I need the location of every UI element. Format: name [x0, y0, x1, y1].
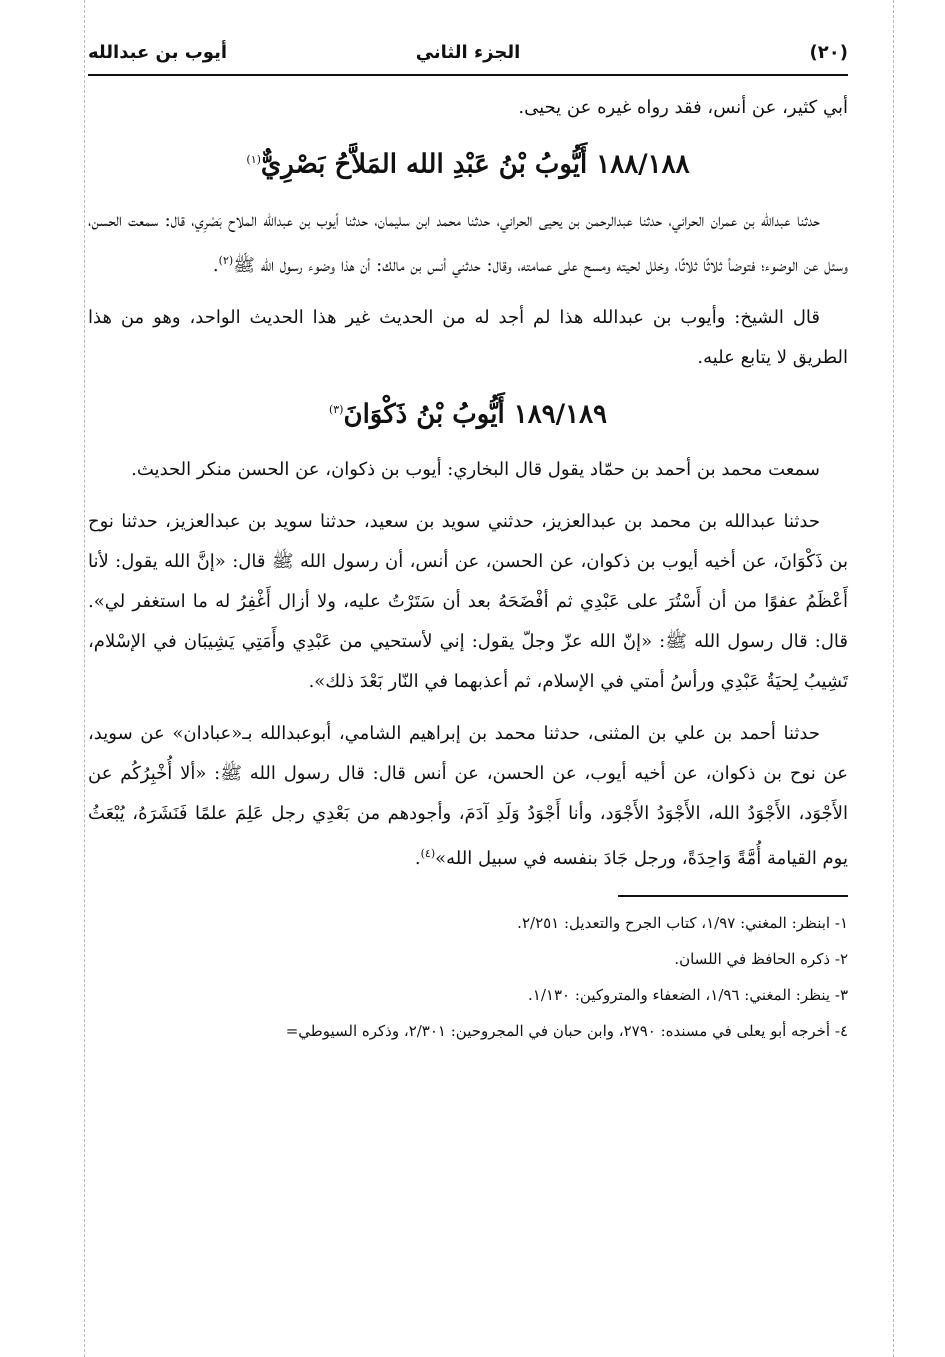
footnote-1: ١- ابنظر: المغني: ١/٩٧، كتاب الجرح والتعديل: ٢/٢٥١. — [517, 914, 848, 933]
paragraph-188-hadith — [88, 201, 848, 286]
part-title: الجزء الثاني — [415, 42, 521, 63]
paragraph-189-hadith-2-text: حدثنا أحمد بن علي بن المثنى، حدثنا محمد بن إبراهيم الشامي، أبوعبدالله بـ«عبادان» عن سويد، عن نوح بن ذكوان، عن أخيه أيوب، عن الحسن، عن أنس قال: قال رسول الله ﷺ: «ألا أُخْبِرُكُم عن الأَجْوَد، الأَجْوَدُ الله، الأَجْوَدُ الأَجْوَد، وأنا أَجْوَدُ وَلَدِ آدَمَ، وأجودهم من بَعْدِي رجل عَلِمَ علمًا فَنَشَرَهُ، يُبْعَثُ يوم القيامة أُمَّةً وَاحِدَةً، ورجل جَادَ بنفسه في سبيل الله» — [88, 723, 848, 870]
entry-heading-189-text: ١٨٩/١٨٩ أَيُّوبُ بْنُ ذَكْوَانَ — [343, 399, 608, 430]
paragraph-189-hadith-2 — [88, 714, 848, 879]
paragraph-188-end: . — [212, 254, 219, 276]
entry-heading-188-text: ١٨٨/١٨٨ أَيُّوبُ بْنُ عَبْدِ الله المَلاَّحُ بَصْرِيٌّ — [260, 149, 690, 180]
page-number: (٢٠) — [809, 42, 848, 63]
left-margin-guide — [84, 0, 85, 1357]
right-margin-guide — [893, 0, 894, 1357]
footnote-ref-2: (٢) — [218, 253, 234, 267]
book-page — [88, 38, 848, 1049]
footnote-ref-3: (٣) — [328, 402, 344, 416]
entry-heading-188 — [88, 138, 848, 187]
footnote-3: ٣- ينظر: المغني: ١/٩٦، الضعفاء والمتروكين: ١/١٣٠. — [528, 986, 848, 1005]
footnote-separator — [618, 895, 848, 897]
paragraph-189-end: . — [414, 848, 421, 870]
running-header — [88, 38, 848, 74]
footnote-ref-1: (١) — [246, 153, 261, 166]
paragraph-188-comment: قال الشيخ: وأيوب بن عبدالله هذا لم أجد له من الحديث غير هذا الحديث الواحد، وهو من هذا الطريق لا يتابع عليه. — [88, 306, 848, 368]
header-rule — [88, 74, 848, 76]
intro-line: أبي كثير، عن أنس، فقد رواه غيره عن يحيى. — [518, 97, 848, 118]
footnote-4: ٤- أخرجه أبو يعلى في مسنده: ٢٧٩٠، وابن حبان في المجروحين: ٢/٣٠١، وذكره السيوطي= — [285, 1022, 848, 1041]
footnote-ref-4: (٤) — [420, 847, 436, 861]
paragraph-188-hadith-text: حدثنا عبدالله بن عمران الحراني، حدثنا عبدالرحمن بن يحيى الحراني، حدثنا محمد ابن سليمان، حدثنا أيوب بن عبدالله الملاح بَصْرِي، قال: سمعت الحسن، وسئل عن الوضوء؛ فتوضأ ثلاثًا ثلاثًا، وخلل لحيته ومسح على عمامته، وقال: حدثني أنس بن مالك: أن هذا وضوء رسول الله ﷺ — [88, 209, 848, 276]
paragraph-189-hadith-1: حدثنا عبدالله بن محمد بن عبدالعزيز، حدثني سويد بن سعيد، حدثنا سويد بن عبدالعزيز، حدثنا نوح بن ذَكْوَانَ، عن أخيه أيوب بن ذكوان، عن الحسن، عن أنس، أن رسول الله ﷺ قال: «إنَّ الله يقول: لأنا أَعْظَمُ عفوًا من أن أَسْتُرَ على عَبْدِي ثم أفْضَحَهُ بعد أن سَتَرْتُ عليه، ولا أزال أَغْفِرُ له ما استغفر لي». قال: قال رسول الله ﷺ: «إنّ الله عزّ وجلّ يقول: إني لأستحيي من عَبْدِي وأَمَتِي يَشِيبَان في الإسْلام، تَشِيبُ لِحيَةُ عَبْدِي ورأسُ أمتي في الإسلام، ثم أعذبهما في النّار بَعْدَ ذلك». — [88, 511, 849, 693]
footnote-2: ٢- ذكره الحافظ في اللسان. — [674, 950, 848, 969]
paragraph-189-bukhari: سمعت محمد بن أحمد بن حمّاد يقول قال البخاري: أيوب بن ذكوان، عن الحسن منكر الحديث. — [131, 459, 820, 481]
entry-heading-189 — [88, 388, 848, 437]
footnotes — [88, 905, 848, 1049]
running-title: أيوب بن عبدالله — [88, 42, 228, 63]
